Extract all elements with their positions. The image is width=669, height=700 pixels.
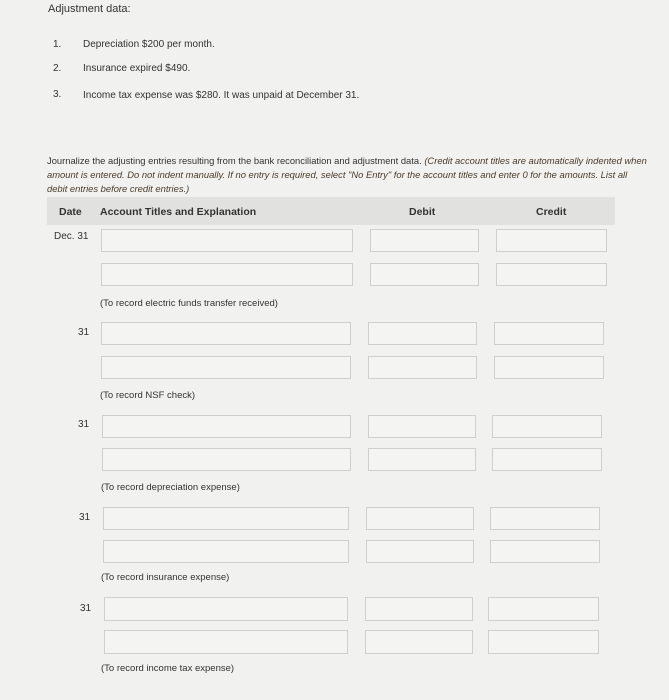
account-title-input[interactable]	[102, 448, 351, 471]
debit-input[interactable]	[366, 507, 474, 530]
header-account: Account Titles and Explanation	[100, 206, 257, 218]
credit-input[interactable]	[490, 540, 600, 563]
entry-explanation: (To record NSF check)	[100, 390, 196, 401]
debit-input[interactable]	[368, 356, 477, 379]
debit-input[interactable]	[368, 448, 476, 471]
credit-input[interactable]	[490, 507, 600, 530]
account-title-input[interactable]	[104, 630, 348, 654]
adjustment-number: 2.	[53, 63, 62, 74]
instructions	[47, 154, 647, 196]
entry-explanation: (To record income tax expense)	[101, 663, 235, 674]
debit-input[interactable]	[366, 540, 474, 563]
debit-input[interactable]	[365, 630, 473, 654]
page-title: Adjustment data:	[48, 3, 131, 15]
account-title-input[interactable]	[101, 263, 353, 286]
header-date: Date	[59, 206, 82, 218]
entry-date: 31	[78, 419, 90, 430]
entry-explanation: (To record depreciation expense)	[101, 482, 240, 493]
account-title-input[interactable]	[102, 415, 351, 438]
account-title-input[interactable]	[103, 540, 349, 563]
account-title-input[interactable]	[101, 229, 353, 252]
instructions-note: (Credit account titles are automatically indented when amount is entered. Do not indent manually. If no entry is required, select "No Entry" for the account titles and enter 0 for the amounts. List all debit entries before credit entries.)	[47, 155, 647, 194]
header-credit: Credit	[536, 206, 567, 218]
adjustment-text: Income tax expense was $280. It was unpaid at December 31.	[83, 90, 360, 101]
entry-date: 31	[78, 327, 90, 338]
instructions-text: Journalize the adjusting entries resulting from the bank reconciliation and adjustment data.	[47, 155, 425, 166]
debit-input[interactable]	[370, 263, 479, 286]
entry-date: 31	[79, 512, 91, 523]
debit-input[interactable]	[365, 597, 473, 621]
adjustment-text: Depreciation $200 per month.	[83, 39, 215, 50]
account-title-input[interactable]	[101, 322, 351, 345]
entry-date: 31	[80, 603, 92, 614]
header-debit: Debit	[409, 206, 436, 218]
adjustment-text: Insurance expired $490.	[83, 63, 191, 74]
entry-explanation: (To record electric funds transfer received)	[100, 298, 278, 309]
credit-input[interactable]	[496, 263, 607, 286]
debit-input[interactable]	[368, 415, 476, 438]
entry-date: Dec. 31	[54, 231, 89, 242]
credit-input[interactable]	[492, 448, 602, 471]
debit-input[interactable]	[368, 322, 477, 345]
credit-input[interactable]	[494, 356, 604, 379]
account-title-input[interactable]	[103, 507, 349, 530]
adjustment-number: 3.	[53, 89, 62, 100]
credit-input[interactable]	[496, 229, 607, 252]
credit-input[interactable]	[488, 630, 599, 654]
adjustment-number: 1.	[53, 39, 62, 50]
entry-explanation: (To record insurance expense)	[101, 572, 230, 583]
credit-input[interactable]	[492, 415, 602, 438]
debit-input[interactable]	[370, 229, 479, 252]
credit-input[interactable]	[494, 322, 604, 345]
credit-input[interactable]	[488, 597, 599, 621]
account-title-input[interactable]	[101, 356, 351, 379]
account-title-input[interactable]	[104, 597, 348, 621]
